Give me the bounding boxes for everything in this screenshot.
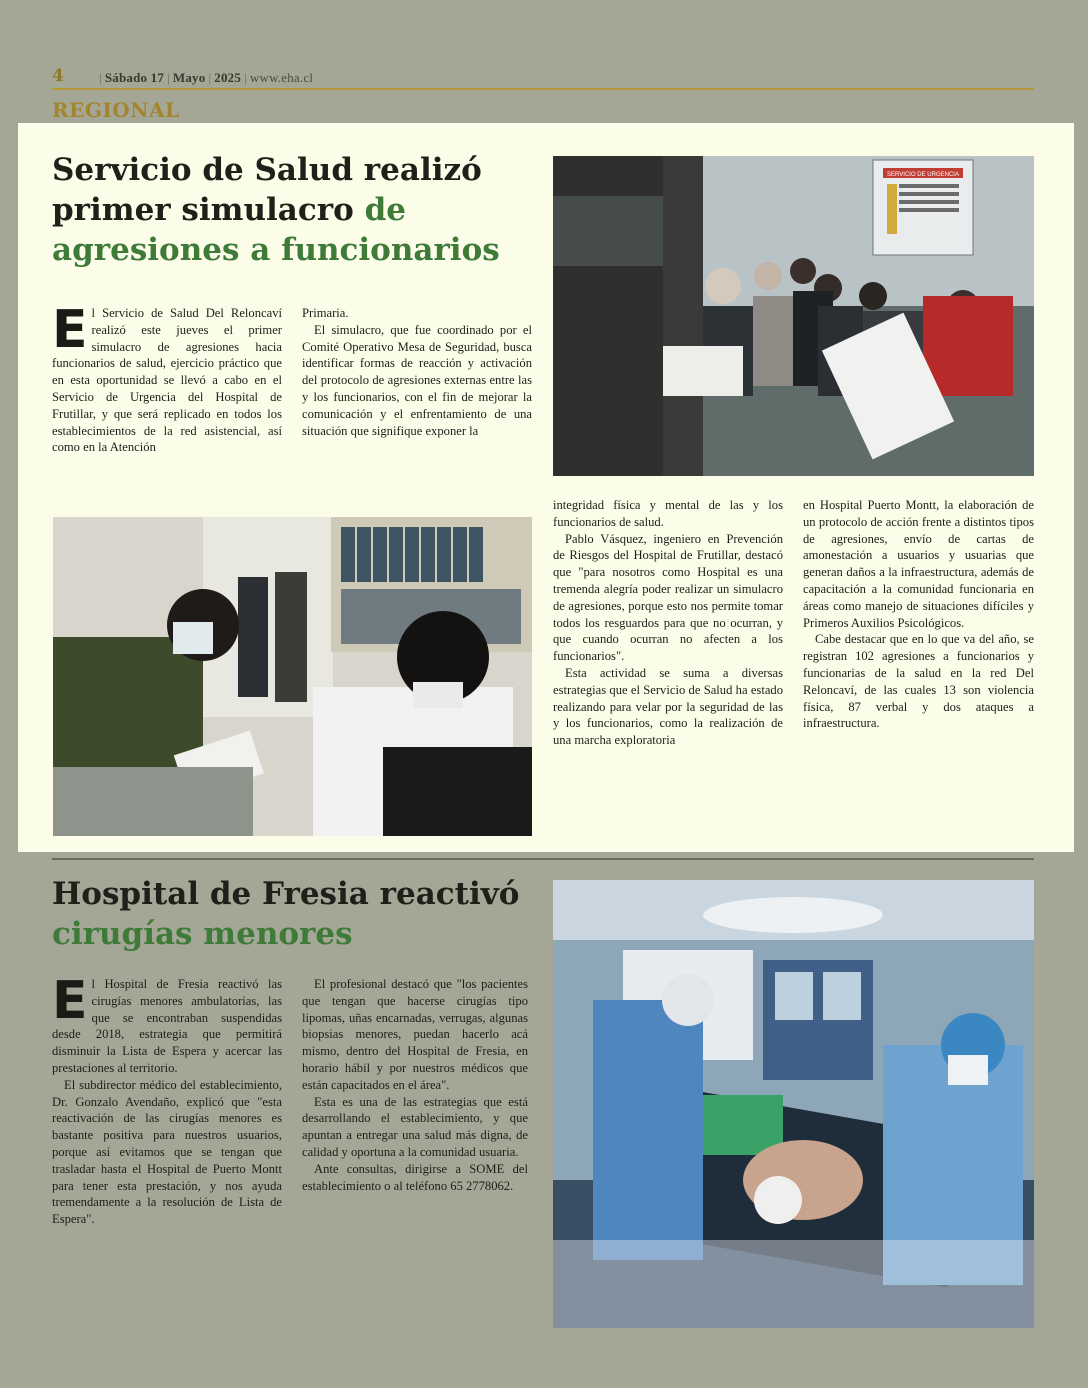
urgency-sign-text: SERVICIO DE URGENCIA (887, 172, 959, 178)
article1-col2-p2: El simulacro, que fue coordinado por el Comité Operativo Mesa de Seguridad, busca identificar formas de reacción y activación del protocolo de agresiones externas entre las y los funcionarios, con el fin de mejorar la comunicación y el enfrentamiento de una situación que signifique exponer la (302, 322, 532, 438)
article1-dropcap: E (52, 300, 88, 360)
article2-column-2 (302, 976, 528, 1194)
article2-column-1 (52, 971, 282, 1228)
article1-column-3 (553, 497, 783, 749)
article1-headline (52, 150, 542, 270)
article1-col4-p1: en Hospital Puerto Montt, la elaboración de un protocolo de acción frente a distintos tipos de agresiones, envío de cartas de amonestación a usuarios y usuarias que generan daños a la infraestructura, además de capacitación a la comunidad funcionaria en áreas como manejo de situaciones difíciles y Primeros Auxilios Psicológicos. (803, 498, 1034, 630)
section-title: REGIONAL (52, 98, 180, 122)
article1-headline-black: Servicio de Salud realizó primer simulacro (52, 152, 482, 228)
dateline: | Sábado 17 | Mayo | 2025 | www.eha.cl (99, 70, 314, 85)
article1-col4-p2: Cabe destacar que en lo que va del año, se registran 102 agresiones a funcionarios y funcionarias de la salud en la red Del Reloncaví, de las cuales 13 son violencia física, 87 verbal y dos ataques a infraestructura. (803, 632, 1034, 731)
article2-col2-p2: Esta es una de las estrategias que está desarrollando el establecimiento, y que apuntan a entregar una salud más digna, de calidad y oportuna a la comunidad usuaria. (302, 1094, 528, 1159)
date-month: Mayo (172, 70, 206, 85)
article2-headline (52, 874, 542, 954)
article2-col1-p1: l Hospital de Fresia reactivó las cirugías menores ambulatorias, las que se encontraban suspendidas desde 2018, estrategia que permitirá disminuir la Lista de Espera y acercar las prestaciones al territorio. (52, 977, 282, 1075)
article2-col1-p2: El subdirector médico del establecimiento, Dr. Gonzalo Avendaño, explicó que "esta reactivación de las cirugías menores es bastante positiva para nuestros usuarios, porque así evitamos que se tengan que trasladar hasta el Hospital de Puerto Montt para tener esta prestación, y nos ayuda tremendamente a la resolución de Lista de Espera". (52, 1077, 282, 1227)
article1-col2-p1: Primaria. (302, 306, 349, 320)
website: www.eha.cl (249, 70, 314, 85)
article1-col1-p1: l Servicio de Salud Del Reloncaví realizó este jueves el primer simulacro de agresiones hacia funcionarios de salud, ejercicio práctico que en esta oportunidad se llevó a cabo en el Servicio de Urgencia del Hospital de Frutillar, y que será replicado en todos los establecimientos de la red asistencial, así como en la Atención (52, 306, 282, 455)
date-day: Sábado 17 (104, 70, 165, 85)
article1-col3-p1: integridad física y mental de las y los funcionarios de salud. (553, 498, 783, 529)
article1-column-2 (302, 305, 532, 439)
article2-col2-p1: El profesional destacó que "los pacientes que tengan que hacerse cirugías tipo lipomas, uñas encarnadas, verrugas, algunas biopsias menores, puedan hacerlo acá mismo, dentro del Hospital de Fresia, en horario hábil y por nuestros médicos que están capacitados en el área". (302, 977, 528, 1092)
page-number: 4 (52, 66, 64, 86)
office-simulation-photo (53, 517, 532, 836)
article-divider (52, 858, 1034, 860)
surgery-photo (553, 880, 1034, 1328)
article1-column-1 (52, 300, 282, 456)
waiting-room-photo (553, 156, 1034, 476)
date-year: 2025 (214, 70, 242, 85)
header-rule (52, 88, 1034, 90)
article1-headline-green: de agresiones a funcionarios (52, 192, 500, 268)
article2-dropcap: E (52, 971, 88, 1031)
article1-column-4 (803, 497, 1034, 732)
article1-col3-p3: Esta actividad se suma a diversas estrategias que el Servicio de Salud ha estado realizando para velar por la seguridad de las y los funcionarios, como la realización de una marcha exploratoria (553, 665, 783, 748)
article1-col3-p2: Pablo Vásquez, ingeniero en Prevención de Riesgos del Hospital de Frutillar, destacó que "para nosotros como Hospital es una tremenda alegría poder realizar un simulacro de agresiones, porque esto nos permite tomar todos los resguardos para que no ocurran, y que cuando ocurran no afecten a los funcionarios". (553, 531, 783, 664)
article2-col2-p3: Ante consultas, dirigirse a SOME del establecimiento o al teléfono 65 2778062. (302, 1161, 528, 1193)
article2-headline-green: cirugías menores (52, 916, 353, 952)
article2-headline-black: Hospital de Fresia reactivó (52, 876, 520, 912)
